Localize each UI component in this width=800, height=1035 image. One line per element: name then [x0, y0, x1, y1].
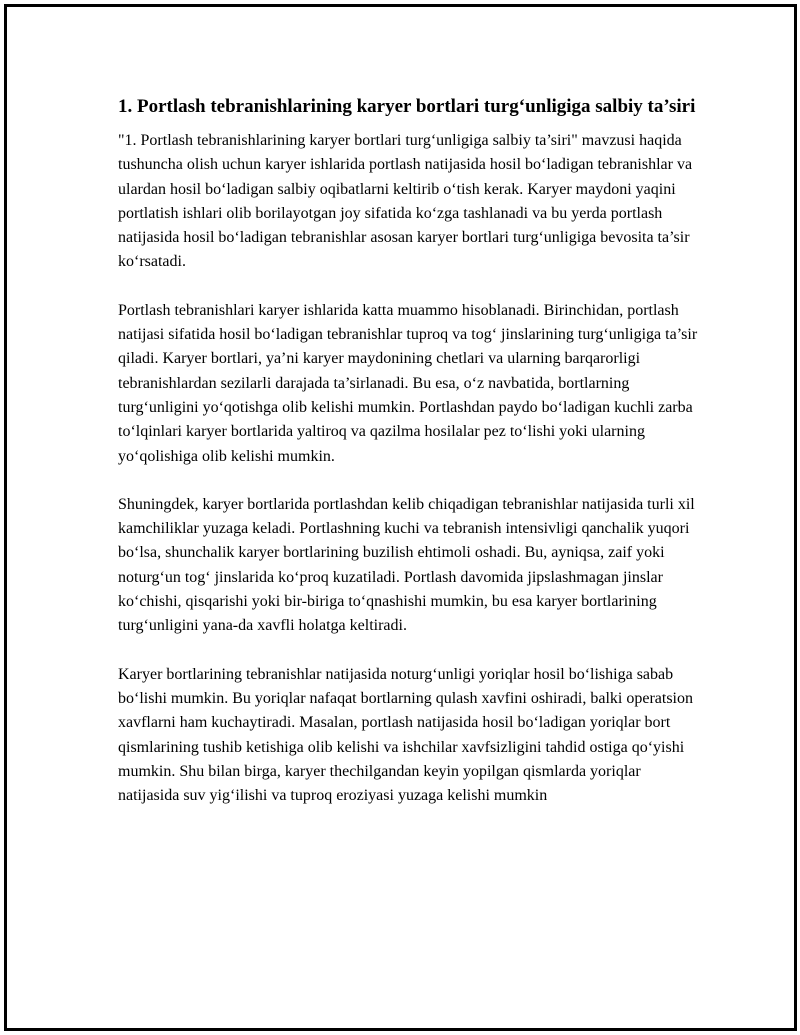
paragraph-3: Shuningdek, karyer bortlarida portlashdan kelib chiqadigan tebranishlar natijasida turli xil kamchiliklar yuzaga keladi. Portlashning kuchi va tebranish intensivligi qanchalik yuqori bo‘lsa, shunchalik karyer bortlarining buzilish ehtimoli oshadi. Bu, ayniqsa, zaif yoki noturg‘un tog‘ jinslarida ko‘proq kuzatiladi. Portlash davomida jipslashmagan jinslar ko‘chishi, qisqarishi yoki bir-biriga to‘qnashishi mumkin, bu esa karyer bortlarining turg‘unligini yana-da xavfli holatga keltiradi.	[118, 495, 695, 635]
paragraph-1: "1. Portlash tebranishlarining karyer bortlari turg‘unligiga salbiy ta’siri" mavzusi haqida tushuncha olish uchun karyer ishlarida portlash natijasida hosil bo‘ladigan tebranishlar va ulardan hosil bo‘ladigan salbiy oqibatlarni keltirib o‘tish kerak. Karyer maydoni yaqini portlatish ishlari olib borilayotgan joy sifatida ko‘zga tashlanadi va bu yerda portlash natijasida hosil bo‘ladigan tebranishlar asosan karyer bortlari turg‘unligiga bevosita ta’sir ko‘rsatadi.	[118, 132, 693, 271]
paragraph-2: Portlash tebranishlari karyer ishlarida katta muammo hisoblanadi. Birinchidan, portlash natijasi sifatida hosil bo‘ladigan tebranishlar tuproq va tog‘ jinslarining turg‘unligiga ta’sir qiladi. Karyer bortlari, ya’ni karyer maydonining chetlari va ularning barqarorligi tebranishlardan sezilarli darajada ta’sirlanadi. Bu esa, o‘z navbatida, bortlarning turg‘unligini yo‘qotishga olib kelishi mumkin. Portlashdan paydo bo‘ladigan kuchli zarba to‘lqinlari karyer bortlarida yaltiroq va qazilma hosilalar pez to‘lishi yoki ularning yo‘qolishiga olib kelishi mumkin.	[118, 301, 698, 465]
paragraph-4: Karyer bortlarining tebranishlar natijasida noturg‘unligi yoriqlar hosil bo‘lishiga sabab bo‘lishi mumkin. Bu yoriqlar nafaqat bortlarning qulash xavfini oshiradi, balki operatsion xavflarni ham kuchaytiradi. Masalan, portlash natijasida hosil bo‘ladigan yoriqlar bort qismlarining tushib ketishiga olib kelishi va ishchilar xavfsizligini tahdid ostiga qo‘yishi mumkin. Shu bilan birga, karyer thechilgandan keyin yopilgan qismlarda yoriqlar natijasida suv yig‘ilishi va tuproq eroziyasi yuzaga kelishi mumkin	[118, 665, 693, 805]
document-title: 1. Portlash tebranishlarining karyer bortlari turg‘unligiga salbiy ta’siri	[118, 96, 696, 117]
document-body	[118, 94, 698, 832]
